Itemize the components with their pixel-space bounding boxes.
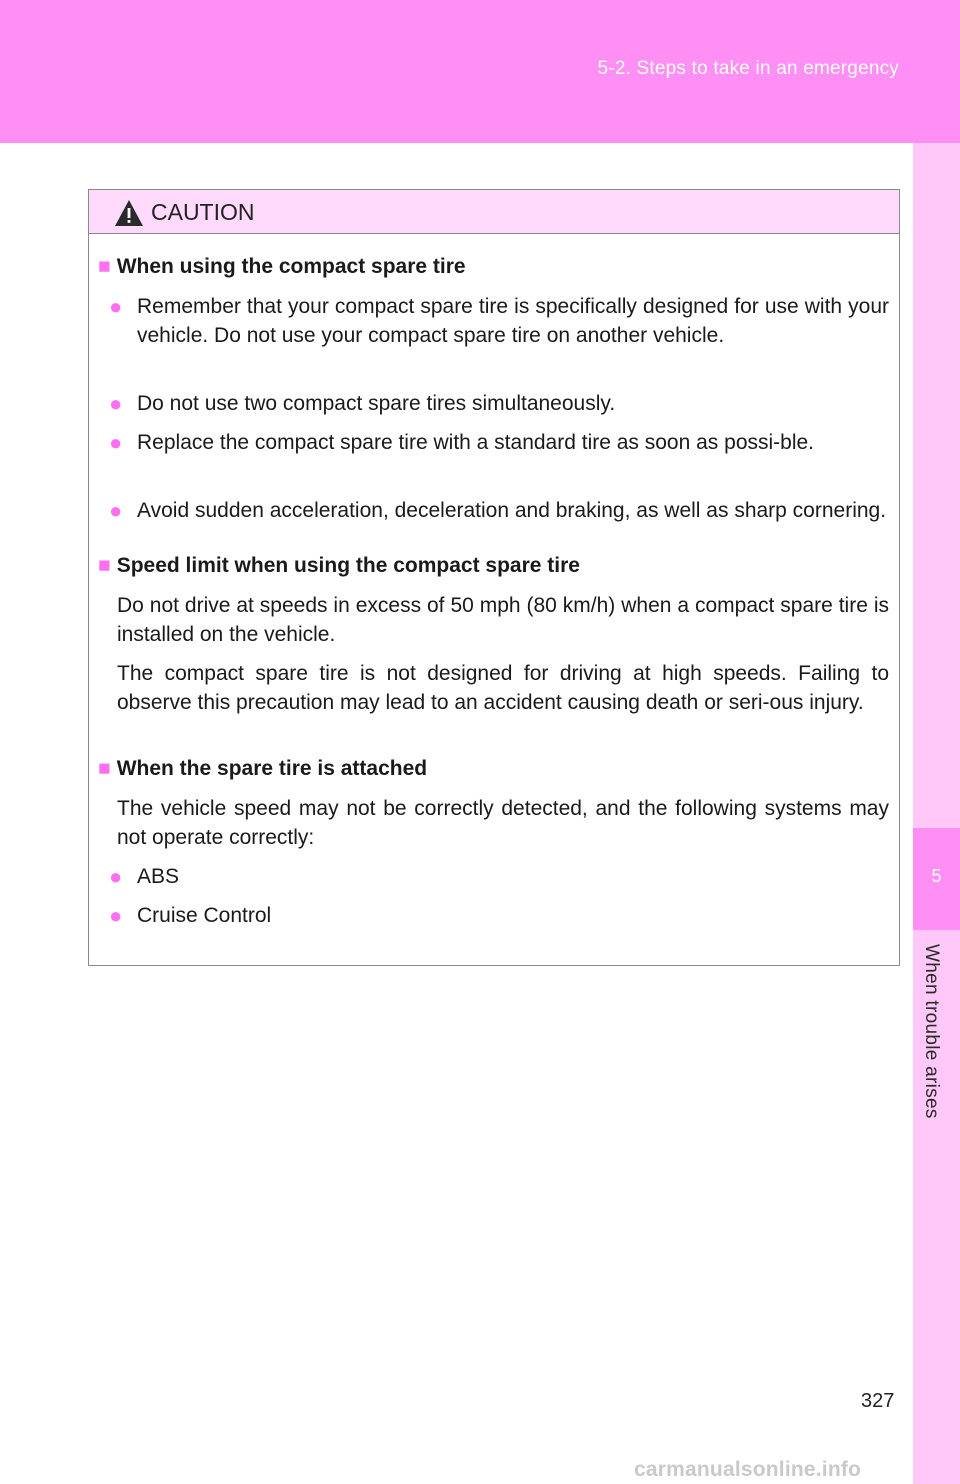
list-item: ● Remember that your compact spare tire is specifically designed for use with your vehicle. Do not use your compact spare tire on another vehicle. bbox=[109, 294, 889, 347]
chapter-tab[interactable] bbox=[913, 828, 960, 930]
caution-header bbox=[89, 190, 899, 234]
header-band bbox=[0, 0, 960, 143]
page-number: 327 bbox=[861, 1390, 895, 1412]
bullet-icon: ● bbox=[109, 903, 123, 928]
square-bullet-icon: ■ bbox=[98, 554, 111, 577]
bullet-icon: ● bbox=[109, 294, 123, 319]
section-heading: ■ When using the compact spare tire bbox=[98, 255, 466, 278]
caution-box bbox=[88, 189, 900, 966]
bullet-icon: ● bbox=[109, 391, 123, 416]
paragraph: The compact spare tire is not designed for driving at high speeds. Failing to observe this precaution may lead to an accident causing death or seri-ous injury. bbox=[117, 662, 889, 714]
section-heading: ■ Speed limit when using the compact spare tire bbox=[98, 554, 580, 577]
paragraph: The vehicle speed may not be correctly detected, and the following systems may not operate correctly: bbox=[117, 797, 889, 849]
list-item: ● Cruise Control bbox=[109, 903, 272, 928]
chapter-label: When trouble arises bbox=[921, 944, 942, 1119]
bullet-icon: ● bbox=[109, 430, 123, 455]
watermark: carmanualsonline.info bbox=[634, 1458, 862, 1481]
square-bullet-icon: ■ bbox=[98, 757, 111, 780]
warning-triangle-icon bbox=[113, 198, 145, 228]
list-item: ● Avoid sudden acceleration, deceleration and braking, as well as sharp cornering. bbox=[109, 498, 887, 523]
bullet-icon: ● bbox=[109, 498, 123, 523]
side-tab bbox=[913, 143, 960, 1484]
bullet-icon: ● bbox=[109, 864, 123, 889]
caution-title: CAUTION bbox=[151, 199, 255, 225]
list-item: ● Replace the compact spare tire with a standard tire as soon as possi-ble. bbox=[109, 430, 815, 455]
paragraph: Do not drive at speeds in excess of 50 mph (80 km/h) when a compact spare tire is installed on the vehicle. bbox=[117, 594, 889, 646]
section-heading: ■ When the spare tire is attached bbox=[98, 757, 428, 780]
list-item: ● Do not use two compact spare tires simultaneously. bbox=[109, 391, 616, 416]
list-item: ● ABS bbox=[109, 864, 180, 889]
square-bullet-icon: ■ bbox=[98, 255, 111, 278]
section-title: 5-2. Steps to take in an emergency bbox=[597, 58, 899, 79]
chapter-number: 5 bbox=[931, 866, 942, 886]
